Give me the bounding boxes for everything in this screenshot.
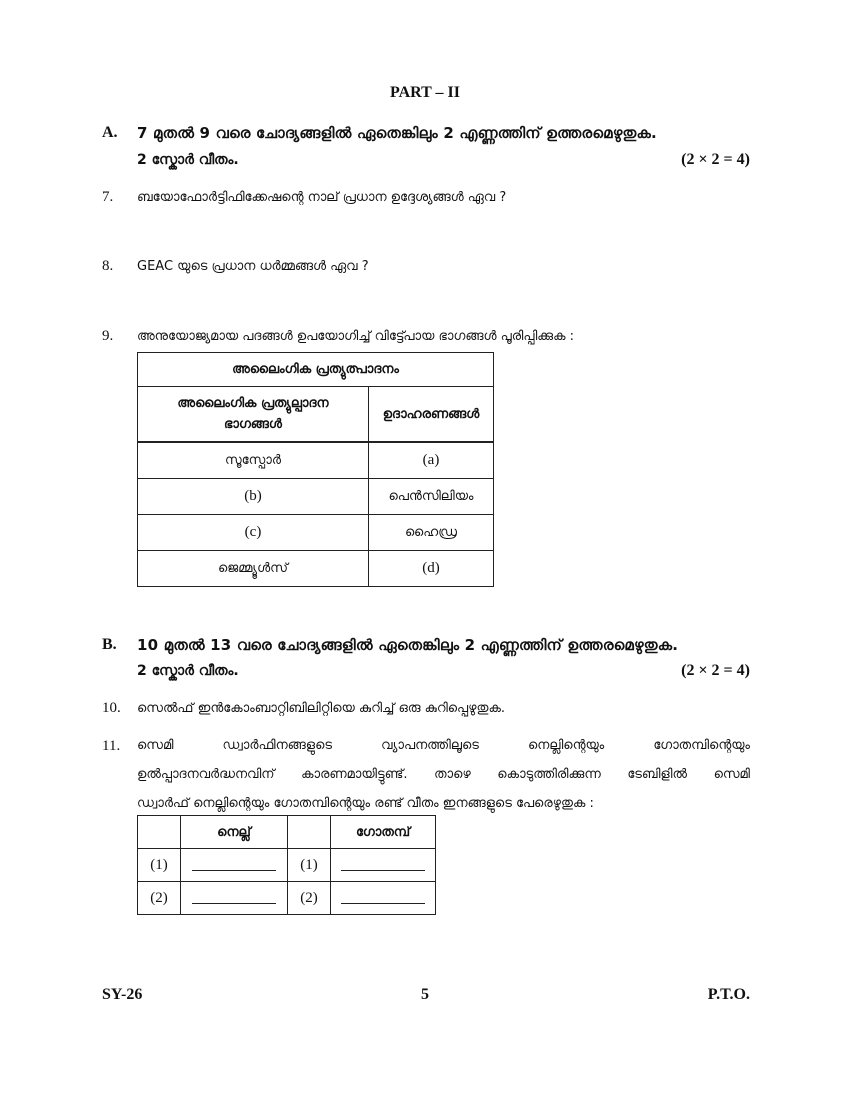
question-10-number: 10. [102,700,121,716]
table-row [138,849,436,882]
answer-blank-line [341,856,425,871]
row-number: (2) [138,882,181,915]
table-cell: ജെമ്മ്യൂൾസ് [138,551,369,587]
footer-pto: P.T.O. [707,986,750,1003]
table-row [138,882,436,915]
table-row [138,442,494,479]
answer-blank-cell [331,882,436,915]
answer-blank-cell [181,882,288,915]
empty-cell [288,816,331,849]
section-a-instruction: 7 മുതൽ 9 വരെ ചോദ്യങ്ങളിൽ ഏതെങ്കിലും 2 എണ്ണത്തിന് ഉത്തരമെഴുതുക. [137,124,657,142]
question-11-line-3: ഡ്വാർഫ് നെല്ലിന്റെയും ഗോതമ്പിന്റെയും രണ്ട് വീതം ഇനങ്ങളുടെ പേരെഴുതുക : [137,796,594,811]
question-9-text: അനുയോജ്യമായ പദങ്ങൾ ഉപയോഗിച്ച് വിട്ട്പോയ ഭാഗങ്ങൾ പൂരിപ്പിക്കുക : [137,329,575,344]
answer-blank-line [341,889,425,904]
question-7-text: ബയോഫോർട്ടിഫിക്കേഷന്റെ നാല് പ്രധാന ഉദ്ദേശ്യങ്ങൾ ഏവ ? [137,190,507,205]
question-10-text: സെൽഫ് ഇൻകോംബാറ്റിബിലിറ്റിയെ കുറിച്ച് ഒരു കുറിപ്പെഴുതുക. [137,701,505,716]
answer-blank-cell [331,849,436,882]
table-row [138,479,494,515]
table-cell: ഹൈഡ്ര [369,515,494,551]
section-a-marks: (2 × 2 = 4) [681,151,750,168]
question-7-number: 7. [102,189,114,205]
asexual-reproduction-table [137,352,494,587]
section-b-score-note: 2 സ്കോർ വീതം. [137,663,239,679]
column-header-structures-line2: ഭാഗങ്ങൾ [224,417,282,432]
table-cell: പെൻസിലിയം [369,479,494,515]
row-number: (1) [138,849,181,882]
answer-blank-line [192,889,276,904]
section-a-letter: A. [102,124,118,141]
footer-page-number: 5 [421,986,429,1003]
question-11-text [137,731,750,818]
section-b-marks: (2 × 2 = 4) [681,662,750,679]
column-header-wheat: ഗോതമ്പ് [331,816,436,849]
answer-blank-line [192,856,276,871]
empty-cell [138,816,181,849]
section-b-instruction: 10 മുതൽ 13 വരെ ചോദ്യങ്ങളിൽ ഏതെങ്കിലും 2 എണ്ണത്തിന് ഉത്തരമെഴുതുക. [137,636,679,654]
blank-label-b: (b) [138,479,369,515]
question-11-line-1: സെമി ഡ്വാർഫിനങ്ങളുടെ വ്യാപനത്തിലൂടെ നെല്ലിന്റെയും ഗോതമ്പിന്റെയും [137,738,750,753]
part-title: PART – II [390,84,460,101]
question-9-number: 9. [102,328,114,344]
section-a-score-note: 2 സ്കോർ വീതം. [137,152,239,168]
question-11-line-2: ഉൽപ്പാദനവർദ്ധനവിന് കാരണമായിട്ടുണ്ട്. താഴെ കൊടുത്തിരിക്കുന്ന ടേബിളിൽ സെമി [137,767,750,782]
question-8-text: GEAC യുടെ പ്രധാന ധർമ്മങ്ങൾ ഏവ ? [137,259,369,274]
row-number: (1) [288,849,331,882]
section-b-letter: B. [102,636,117,653]
question-8-number: 8. [102,258,114,274]
semi-dwarf-varieties-table [137,815,436,915]
footer-code: SY-26 [102,986,143,1003]
blank-label-d: (d) [369,551,494,587]
column-header-rice: നെല്ല് [181,816,288,849]
table-title: അലൈംഗിക പ്രത്യുത്പാദനം [138,353,494,387]
row-number: (2) [288,882,331,915]
answer-blank-cell [181,849,288,882]
column-header-examples: ഉദാഹരണങ്ങൾ [369,387,494,443]
blank-label-c: (c) [138,515,369,551]
column-header-structures-line1: അലൈംഗിക പ്രത്യുല്പാദന [177,396,329,411]
table-row [138,551,494,587]
table-row [138,515,494,551]
table-cell: സൂസ്പോർ [138,442,369,479]
question-11-number: 11. [102,738,121,754]
column-header-structures [138,387,369,443]
blank-label-a: (a) [369,442,494,479]
